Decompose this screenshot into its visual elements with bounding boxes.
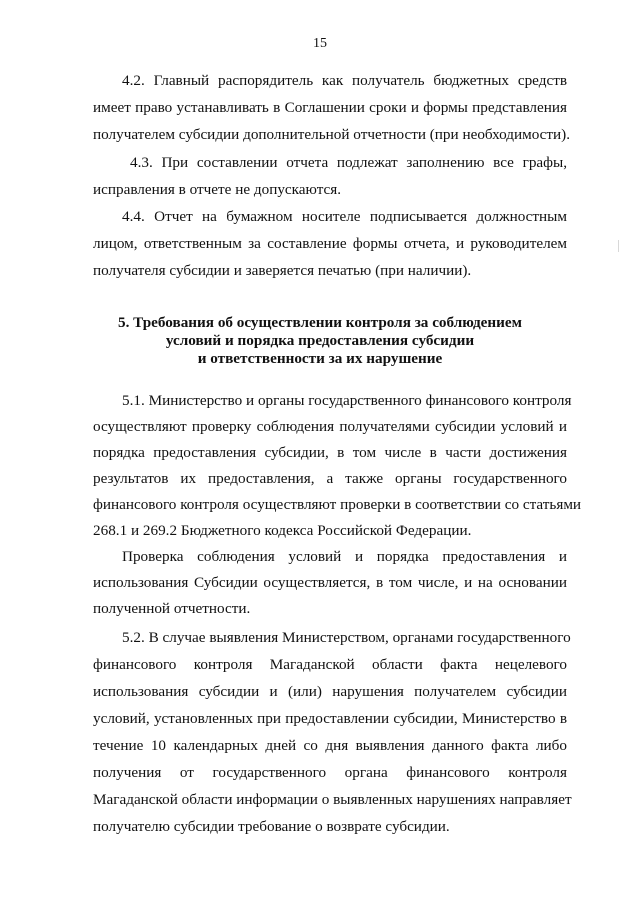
paragraph-5-2-line-3: использования субсидии и (или) нарушения получателем субсидии — [93, 683, 567, 700]
paragraph-4-4-line-3: получателя субсидии и заверяется печатью (при наличии). — [93, 262, 472, 279]
paragraph-4-4-line-1: 4.4. Отчет на бумажном носителе подписывается должностным — [122, 208, 567, 225]
paragraph-4-4-line-2: лицом, ответственным за составление формы отчета, и руководителем — [93, 235, 567, 252]
paragraph-4-2-line-3: получателем субсидии дополнительной отчетности (при необходимости). — [93, 126, 571, 143]
paragraph-5-2-line-5: течение 10 календарных дней со дня выявления данного факта либо — [93, 737, 567, 754]
page-number: 15 — [313, 36, 327, 51]
paragraph-5-2-line-6: получения от государственного органа финансового контроля — [93, 764, 567, 781]
paragraph-5-2-line-2: финансового контроля Магаданской области факта нецелевого — [93, 656, 567, 673]
paragraph-4-3-line-2: исправления в отчете не допускаются. — [93, 181, 342, 198]
paragraph-4-2-line-1: 4.2. Главный распорядитель как получатель бюджетных средств — [122, 72, 567, 89]
paragraph-5-1-cont-line-2: использования Субсидии осуществляется, в том числе, и на основании — [93, 574, 567, 591]
paragraph-5-1-line-1: 5.1. Министерство и органы государственного финансового контроля — [122, 392, 572, 409]
paragraph-5-1-line-4: результатов их предоставления, а также органы государственного — [93, 470, 567, 487]
paragraph-4-3-line-1: 4.3. При составлении отчета подлежат заполнению все графы, — [130, 154, 567, 171]
paragraph-5-1-line-2: осуществляют проверку соблюдения получателями субсидии условий и — [93, 418, 567, 435]
paragraph-5-1-line-3: порядка предоставления субсидии, в том числе в части достижения — [93, 444, 567, 461]
paragraph-5-1-line-6: 268.1 и 269.2 Бюджетного кодекса Российской Федерации. — [93, 522, 472, 539]
paragraph-5-1-line-5: финансового контроля осуществляют проверки в соответствии со статьями — [93, 496, 582, 513]
paragraph-5-2-line-1: 5.2. В случае выявления Министерством, органами государственного — [122, 629, 571, 646]
section-5-heading-line-2: условий и порядка предоставления субсидии — [165, 332, 475, 349]
paragraph-4-2-line-2: имеет право устанавливать в Соглашении сроки и формы представления — [93, 99, 567, 116]
section-5-heading-line-1: 5. Требования об осуществлении контроля за соблюдением — [117, 314, 523, 331]
paragraph-5-2-line-7: Магаданской области информации о выявленных нарушениях направляет — [93, 791, 572, 808]
section-5-heading-line-3: и ответственности за их нарушение — [197, 350, 443, 367]
paragraph-5-2-line-8: получателю субсидии требование о возврате субсидии. — [93, 818, 450, 835]
paragraph-5-2-line-4: условий, установленных при предоставлении субсидии, Министерство в — [93, 710, 567, 727]
paragraph-5-1-cont-line-1: Проверка соблюдения условий и порядка предоставления и — [122, 548, 567, 565]
paragraph-5-1-cont-line-3: полученной отчетности. — [93, 600, 251, 617]
scan-artifact — [618, 240, 619, 252]
